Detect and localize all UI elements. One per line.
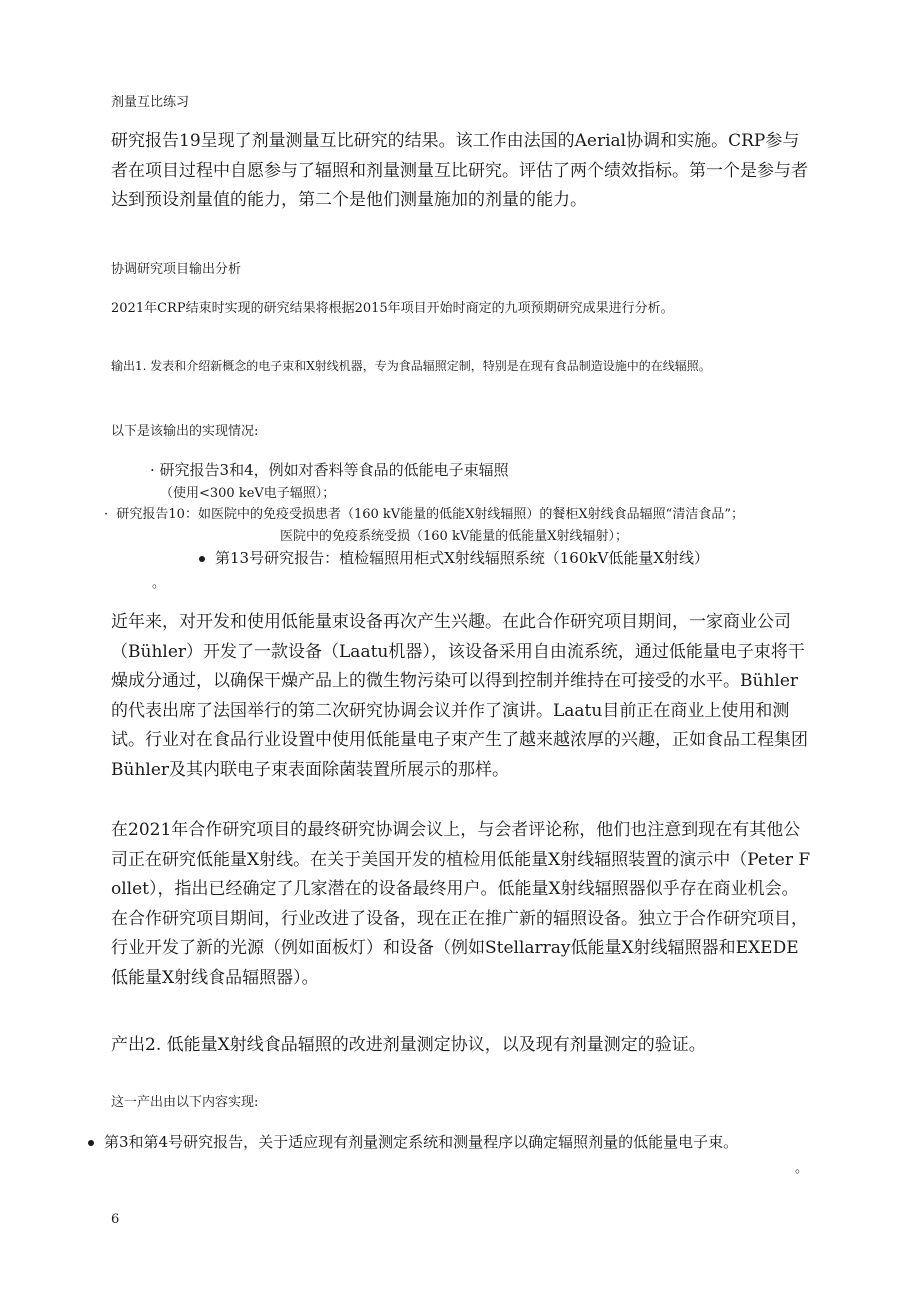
bullet-dot-icon: [199, 556, 205, 562]
output1-item1-line2: （使用<300 keV电子辐照）；: [160, 486, 336, 501]
output1-item3: [199, 547, 709, 568]
output-analysis-heading: 协调研究项目输出分析: [111, 262, 242, 277]
bullet-marker: ·: [104, 507, 117, 522]
output1-item3-text: 第13号研究报告：植检辐照用柜式X射线辐照系统（160kV低能量X射线）: [215, 549, 709, 567]
output1-item2-line1: 研究报告10：如医院中的免疫受损患者（160 kV能量的低能X射线辐照）的餐柜X射线食品辐照“清洁食品”；: [116, 507, 744, 522]
dosimetry-heading: 剂量互比练习: [111, 95, 190, 110]
output1-title: 输出1. 发表和介绍新概念的电子束和X射线机器，专为食品辐照定制，特别是在现有食品制造设施中的在线辐照。: [111, 359, 711, 373]
output2-item1-text: 第3和第4号研究报告，关于适应现有剂量测定系统和测量程序以确定辐照剂量的低能量电子束。: [104, 1133, 739, 1151]
output-analysis-intro: 2021年CRP结束时实现的研究结果将根据2015年项目开始时商定的九项预期研究成果进行分析。: [111, 301, 674, 316]
output1-item2: [104, 503, 744, 522]
output2-item1-end: 。: [795, 1161, 809, 1176]
bullet-dot-icon: [88, 1140, 94, 1146]
output1-item2-line2: 医院中的免疫系统受损（160 kV能量的低能量X射线辐射）；: [280, 529, 628, 544]
output1-item1: [150, 459, 509, 480]
xray-paragraph: 在2021年合作研究项目的最终研究协调会议上，与会者评论称，他们也注意到现在有其他公司正在研究低能量X射线。在关于美国开发的植检用低能量X射线辐照装置的演示中（Peter Follet），指出已经确定了几家潜在的设备最终用户。低能量X射线辐照器似乎存在商业机会。在合作研究项目期间，行业改进了设备，现在正在推广新的辐照设备。独立于合作研究项目，行业开发了新的光源（例如面板灯）和设备（例如Stellarray低能量X射线辐照器和EXEDE低能量X射线食品辐照器）。: [111, 820, 811, 988]
output2-item1: [88, 1131, 738, 1152]
output1-item3-end: 。: [152, 576, 166, 591]
output2-title: 产出2. 低能量X射线食品辐照的改进剂量测定协议，以及现有剂量测定的验证。: [111, 1035, 706, 1055]
bullet-marker: ·: [150, 461, 160, 479]
buhler-paragraph: 近年来，对开发和使用低能量束设备再次产生兴趣。在此合作研究项目期间，一家商业公司（Bühler）开发了一款设备（Laatu机器），该设备采用自由流系统，通过低能量电子束将干燥成分通过，以确保干燥产品上的微生物污染可以得到控制并维持在可接受的水平。Bühler的代表出席了法国举行的第二次研究协调会议并作了演讲。Laatu目前正在商业上使用和测试。行业对在食品行业设置中使用低能量电子束产生了越来越浓厚的兴趣，正如食品工程集团Bühler及其内联电子束表面除菌装置所展示的那样。: [111, 612, 808, 780]
page-number: 6: [111, 1212, 120, 1227]
output2-realization-label: 这一产出由以下内容实现:: [111, 1095, 259, 1110]
output1-realization-label: 以下是该输出的实现情况:: [111, 424, 259, 439]
dosimetry-paragraph: 研究报告19呈现了剂量测量互比研究的结果。该工作由法国的Aerial协调和实施。CRP参与者在项目过程中自愿参与了辐照和剂量测量互比研究。评估了两个绩效指标。第一个是参与者达到预设剂量值的能力，第二个是他们测量施加的剂量的能力。: [111, 131, 808, 210]
output1-item1-line1: 研究报告3和4，例如对香料等食品的低能电子束辐照: [159, 461, 509, 479]
